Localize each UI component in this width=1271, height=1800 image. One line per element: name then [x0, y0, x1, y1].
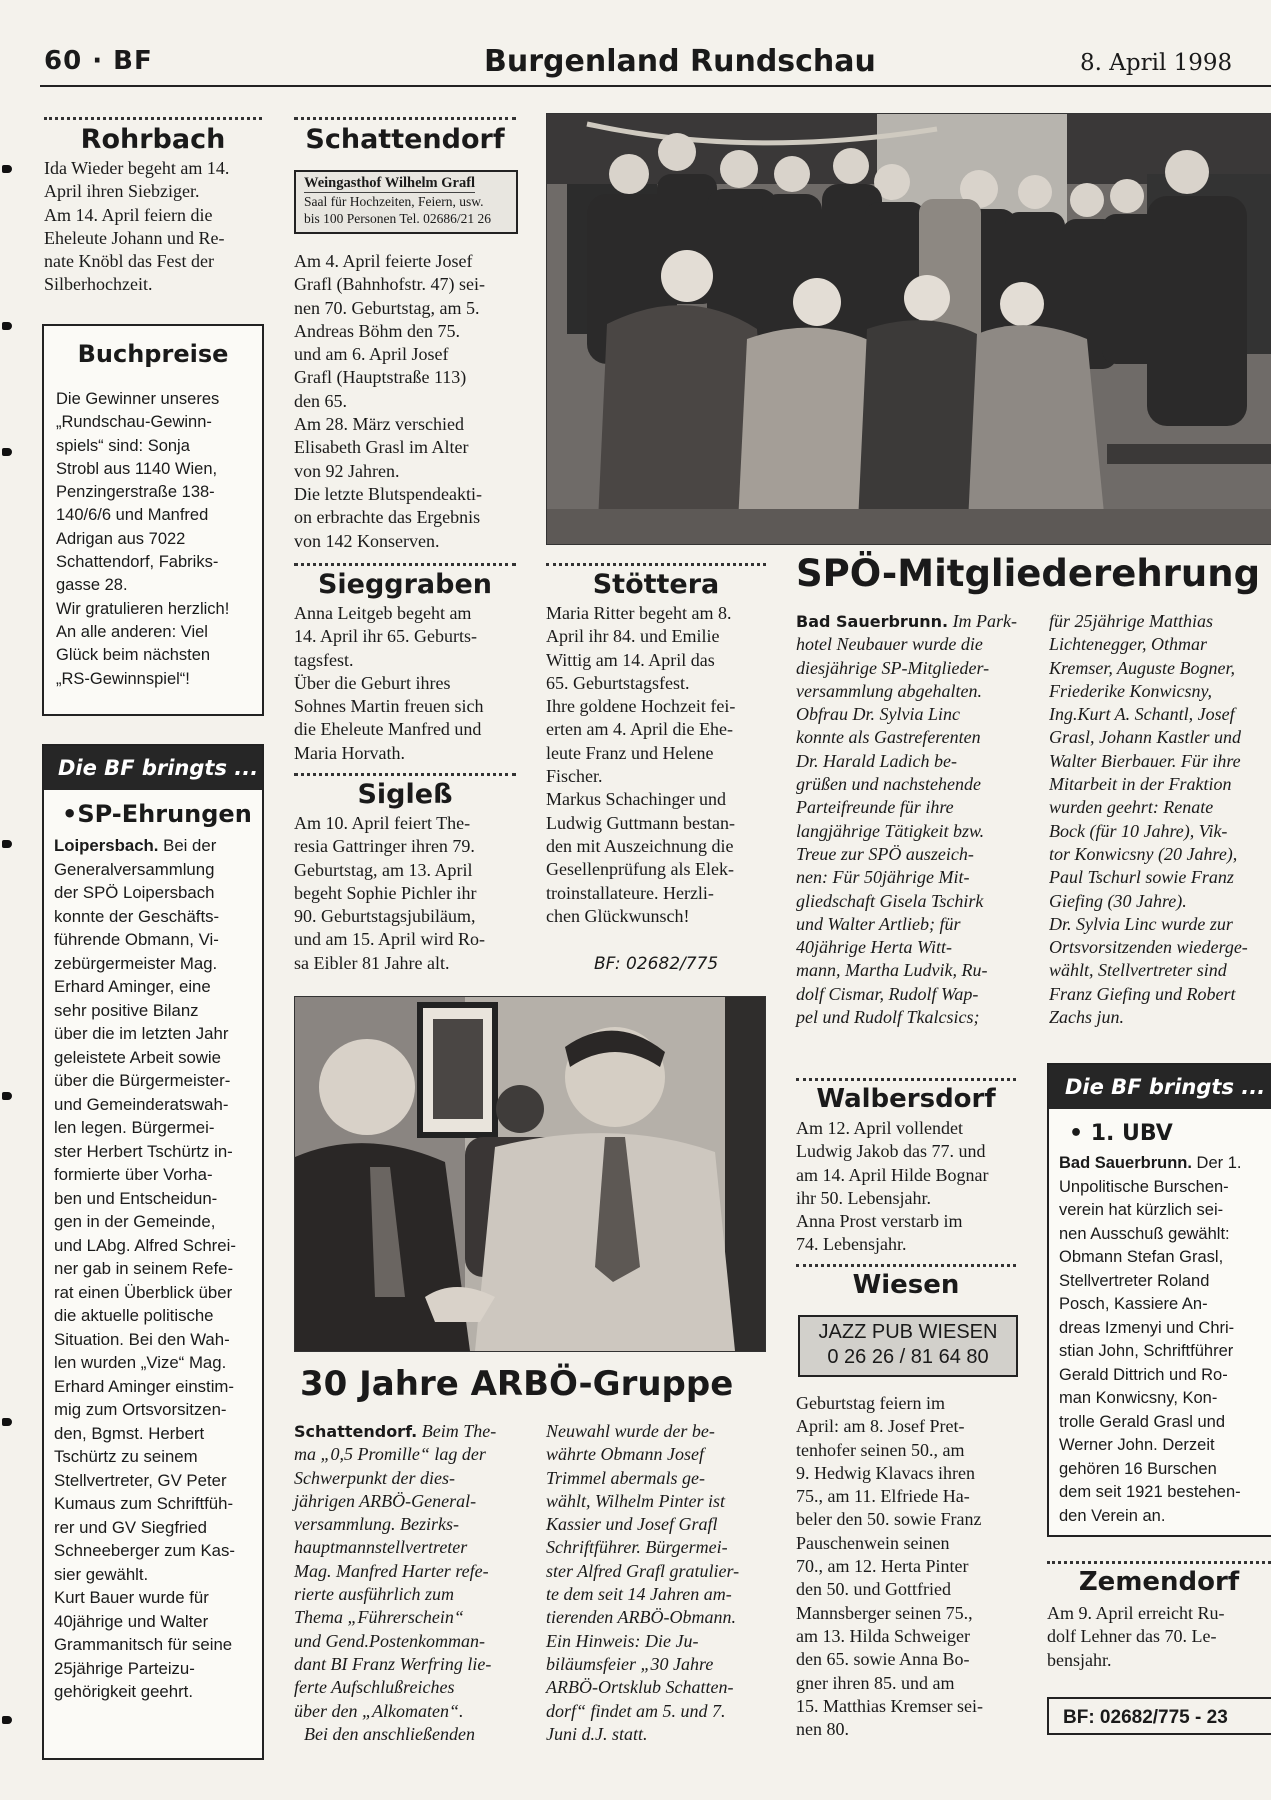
bf-bringts-banner-2: Die BF bringts ...	[1049, 1065, 1271, 1109]
arboe-handshake-photo	[294, 996, 766, 1352]
page-number: 60 · BF	[44, 46, 153, 76]
spoe-text-col1: Bad Sauerbrunn. Im Park- hotel Neubauer wurde die diesjährige SP-Mitglieder- versammlung abgehalten. Obfrau Dr. Sylvia Linc konnte als Gastreferenten Dr. Harald Ladich be- grüßen und nachstehende Parteifreunde für ihre langjährige Tätigkeit bzw. Treue zur SPÖ auszeich- nen: Für 50jährige Mit- gliedschaft Gisela Tschirk und Walter Artlieb; für 40jährige Herta Witt- mann, Martha Ludvik, Ru- dolf Cismar, Rudolf Wap- pel und Rudolf Tkalcsics;	[796, 611, 1018, 1028]
group-photo-illustration	[547, 114, 1271, 544]
section-divider	[1047, 1561, 1271, 1564]
section-divider	[294, 563, 516, 566]
stoettera-phone: BF: 02682/775	[594, 954, 719, 974]
bf-bringts-box-2	[1047, 1063, 1271, 1537]
ubv-heading: • 1. UBV	[1069, 1121, 1173, 1146]
section-divider	[796, 1264, 1016, 1267]
sp-ehrungen-heading: •SP-Ehrungen	[62, 800, 252, 828]
jazz-pub-ad: JAZZ PUB WIESEN 0 26 26 / 81 64 80	[798, 1315, 1018, 1377]
sp-ehrungen-text: Loipersbach. Bei der Generalversammlung der SPÖ Loipersbach konnte der Geschäfts- führende Obmann, Vi- zebürgermeister Mag. Erhard Aminger, eine sehr positive Bilanz über die im letzten Jahr geleistete Arbeit sowie über die Bürgermeister- und Gemeinderatswah- len legen. Bürgermei- ster Herbert Tschürtz in- formierte über Vorha- ben und Entscheidun- gen in der Gemeinde, und LAbg. Alfred Schrei- ner gab in seinem Refe- rat einen Überblick über die aktuelle politische Situation. Bei den Wah- len wurden „Vize“ Mag. Erhard Aminger einstim- mig zum Ortsvorsitzen- den, Bgmst. Herbert Tschürtz zu seinem Stellvertreter, GV Peter Kumaus zum Schriftfüh- rer und GV Siegfried Schneeberger zum Kas- sier gewählt. Kurt Bauer wurde für 40jährige und Walter Grammanitsch für seine 25jährige Parteizu- gehörigkeit geehrt.	[54, 836, 236, 1701]
schattendorf-text: Am 4. April feierte Josef Grafl (Bahnhofstr. 47) sei- nen 70. Geburtstag, am 5. Andreas Böhm den 75. und am 6. April Josef Grafl (Hauptstraße 113) den 65. Am 28. März verschied Elisabeth Grasl im Alter von 92 Jahren. Die letzte Blutspendeakti- on erbrachte das Ergebnis von 142 Konserven.	[294, 251, 485, 551]
zemendorf-heading: Zemendorf	[1078, 1567, 1240, 1597]
margin-mark	[2, 448, 12, 456]
buchpreise-box	[42, 324, 264, 716]
weingasthof-ad: Weingasthof Wilhelm Grafl Saal für Hochzeiten, Feiern, usw. bis 100 Personen Tel. 02686/21 26	[294, 170, 518, 234]
sieggraben-heading: Sieggraben	[317, 569, 493, 600]
walbersdorf-text: Am 12. April vollendet Ludwig Jakob das 77. und am 14. April Hilde Bognar ihr 50. Lebensjahr. Anna Prost verstarb im 74. Lebensjahr.	[796, 1118, 989, 1255]
sigless-heading: Sigleß	[357, 779, 453, 810]
arboe-text-col1: Schattendorf. Beim The- ma „0,5 Promille“ lag der Schwerpunkt der dies- jährigen ARBÖ-General- versammlung. Bezirks- hauptmannstellvertreter Mag. Manfred Harter refe- rierte ausführlich zum Thema „Führerschein“ und Gend.Postenkomman- dant BI Franz Werfring lie- ferte Aufschlußreiches über den „Alkomaten“. Bei den anschließenden	[294, 1421, 497, 1744]
wiesen-text: Geburtstag feiern im April: am 8. Josef Pret- tenhofer seinen 50., am 9. Hedwig Klavacs ihren 75., am 11. Elfriede Ha- beler den 50. sowie Franz Pauschenwein seinen 70., am 12. Herta Pinter den 50. und Gottfried Mannsberger seinen 75., am 13. Hilda Schweiger den 65. sowie Anna Bo- gner ihren 85. und am 15. Matthias Kremser sei- nen 80.	[796, 1393, 983, 1740]
issue-date: 8. April 1998	[1080, 50, 1233, 76]
section-divider	[294, 117, 516, 120]
bf-bringts-banner: Die BF bringts ...	[44, 746, 262, 790]
ubv-text: Bad Sauerbrunn. Der 1. Unpolitische Burschen- verein hat kürzlich sei- nen Ausschuß gewählt: Obmann Stefan Grasl, Stellvertreter Roland Posch, Kassiere An- dreas Izmenyi und Chri- stian John, Schriftführer Gerald Dittrich und Ro- man Konwicsny, Kon- trolle Gerald Grasl und Werner John. Derzeit gehören 16 Burschen dem seit 1921 bestehen- den Verein an.	[1059, 1154, 1242, 1525]
walbersdorf-heading: Walbersdorf	[816, 1084, 996, 1114]
margin-mark	[2, 1092, 12, 1100]
section-divider	[546, 563, 766, 566]
spoe-text-col2: für 25jährige Matthias Lichtenegger, Othmar Kremser, Auguste Bogner, Friederike Konwicsny, Ing.Kurt A. Schantl, Josef Grasl, Johann Kastler und Walter Bierbauer. Für ihre Mitarbeit in der Fraktion wurden geehrt: Renate Bock (für 10 Jahre), Vik- tor Konwicsny (20 Jahre), Paul Tschurl sowie Franz Giefing (30 Jahre). Dr. Sylvia Linc wurde zur Ortsvorsitzenden wiederge- wählt, Stellvertreter sind Franz Giefing und Robert Zachs jun.	[1049, 611, 1248, 1028]
margin-mark	[2, 840, 12, 848]
rohrbach-text: Ida Wieder begeht am 14. April ihren Siebziger. Am 14. April feiern die Eheleute Johann und Re- nate Knöbl das Fest der Silberhochzeit.	[44, 158, 230, 295]
spoe-headline: SPÖ-Mitgliederehrung	[796, 552, 1261, 595]
margin-mark	[2, 322, 12, 330]
zemendorf-text: Am 9. April erreicht Ru- dolf Lehner das 70. Le- bensjahr.	[1047, 1603, 1225, 1670]
stoettera-heading: Stöttera	[592, 569, 720, 600]
bf-bringts-box	[42, 744, 264, 1760]
section-divider	[294, 773, 516, 776]
schattendorf-heading: Schattendorf	[305, 124, 505, 155]
rohrbach-heading: Rohrbach	[80, 124, 226, 155]
arboe-text-col2: Neuwahl wurde der be- währte Obmann Josef Trimmel abermals ge- wählt, Wilhelm Pinter ist Kassier und Josef Grafl Schriftführer. Bürgermei- ster Alfred Grafl gratulier- te dem seit 14 Jahren am- tierenden ARBÖ-Obmann. Ein Hinweis: Die Ju- biläumsfeier „30 Jahre ARBÖ-Ortsklub Schatten- dorf“ findet am 5. und 7. Juni d.J. statt.	[546, 1421, 740, 1744]
margin-mark	[2, 165, 12, 173]
margin-mark	[2, 1418, 12, 1426]
group-photo-spoe	[546, 113, 1271, 545]
section-divider	[44, 117, 262, 120]
sieggraben-text: Anna Leitgeb begeht am 14. April ihr 65. Geburts- tagsfest. Über die Geburt ihres Sohnes Martin freuen sich die Eheleute Manfred und Maria Horvath.	[294, 603, 484, 763]
arboe-headline: 30 Jahre ARBÖ-Gruppe	[300, 1364, 734, 1404]
newspaper-title: Burgenland Rundschau	[484, 44, 876, 79]
handshake-photo-illustration	[295, 997, 765, 1351]
margin-mark	[2, 1716, 12, 1724]
buchpreise-text: Die Gewinner unseres „Rundschau-Gewinn- spiels“ sind: Sonja Strobl aus 1140 Wien, Penzingerstraße 138- 140/6/6 und Manfred Adrigan aus 7022 Schattendorf, Fabriks- gasse 28. Wir gratulieren herzlich! An alle anderen: Viel Glück beim nächsten „RS-Gewinnspiel“!	[56, 390, 230, 688]
header-rule	[40, 85, 1271, 87]
sigless-text: Am 10. April feiert The- resia Gattringer ihren 79. Geburtstag, am 13. April begeht Sophie Pichler ihr 90. Geburtstagsjubiläum, und am 15. April wird Ro- sa Eibler 81 Jahre alt.	[294, 813, 485, 973]
bottom-phone-box: BF: 02682/775 - 23	[1047, 1697, 1271, 1735]
wiesen-heading: Wiesen	[852, 1270, 960, 1300]
buchpreise-heading: Buchpreise	[77, 340, 229, 368]
stoettera-text: Maria Ritter begeht am 8. April ihr 84. und Emilie Wittig am 14. April das 65. Geburtstagsfest. Ihre goldene Hochzeit fei- erten am 4. April die Ehe- leute Franz und Helene Fischer. Markus Schachinger und Ludwig Guttmann bestan- den mit Auszeichnung die Gesellenprüfung als Elek- troinstallateure. Herzli- chen Glückwunsch!	[546, 603, 736, 926]
section-divider	[796, 1078, 1016, 1081]
